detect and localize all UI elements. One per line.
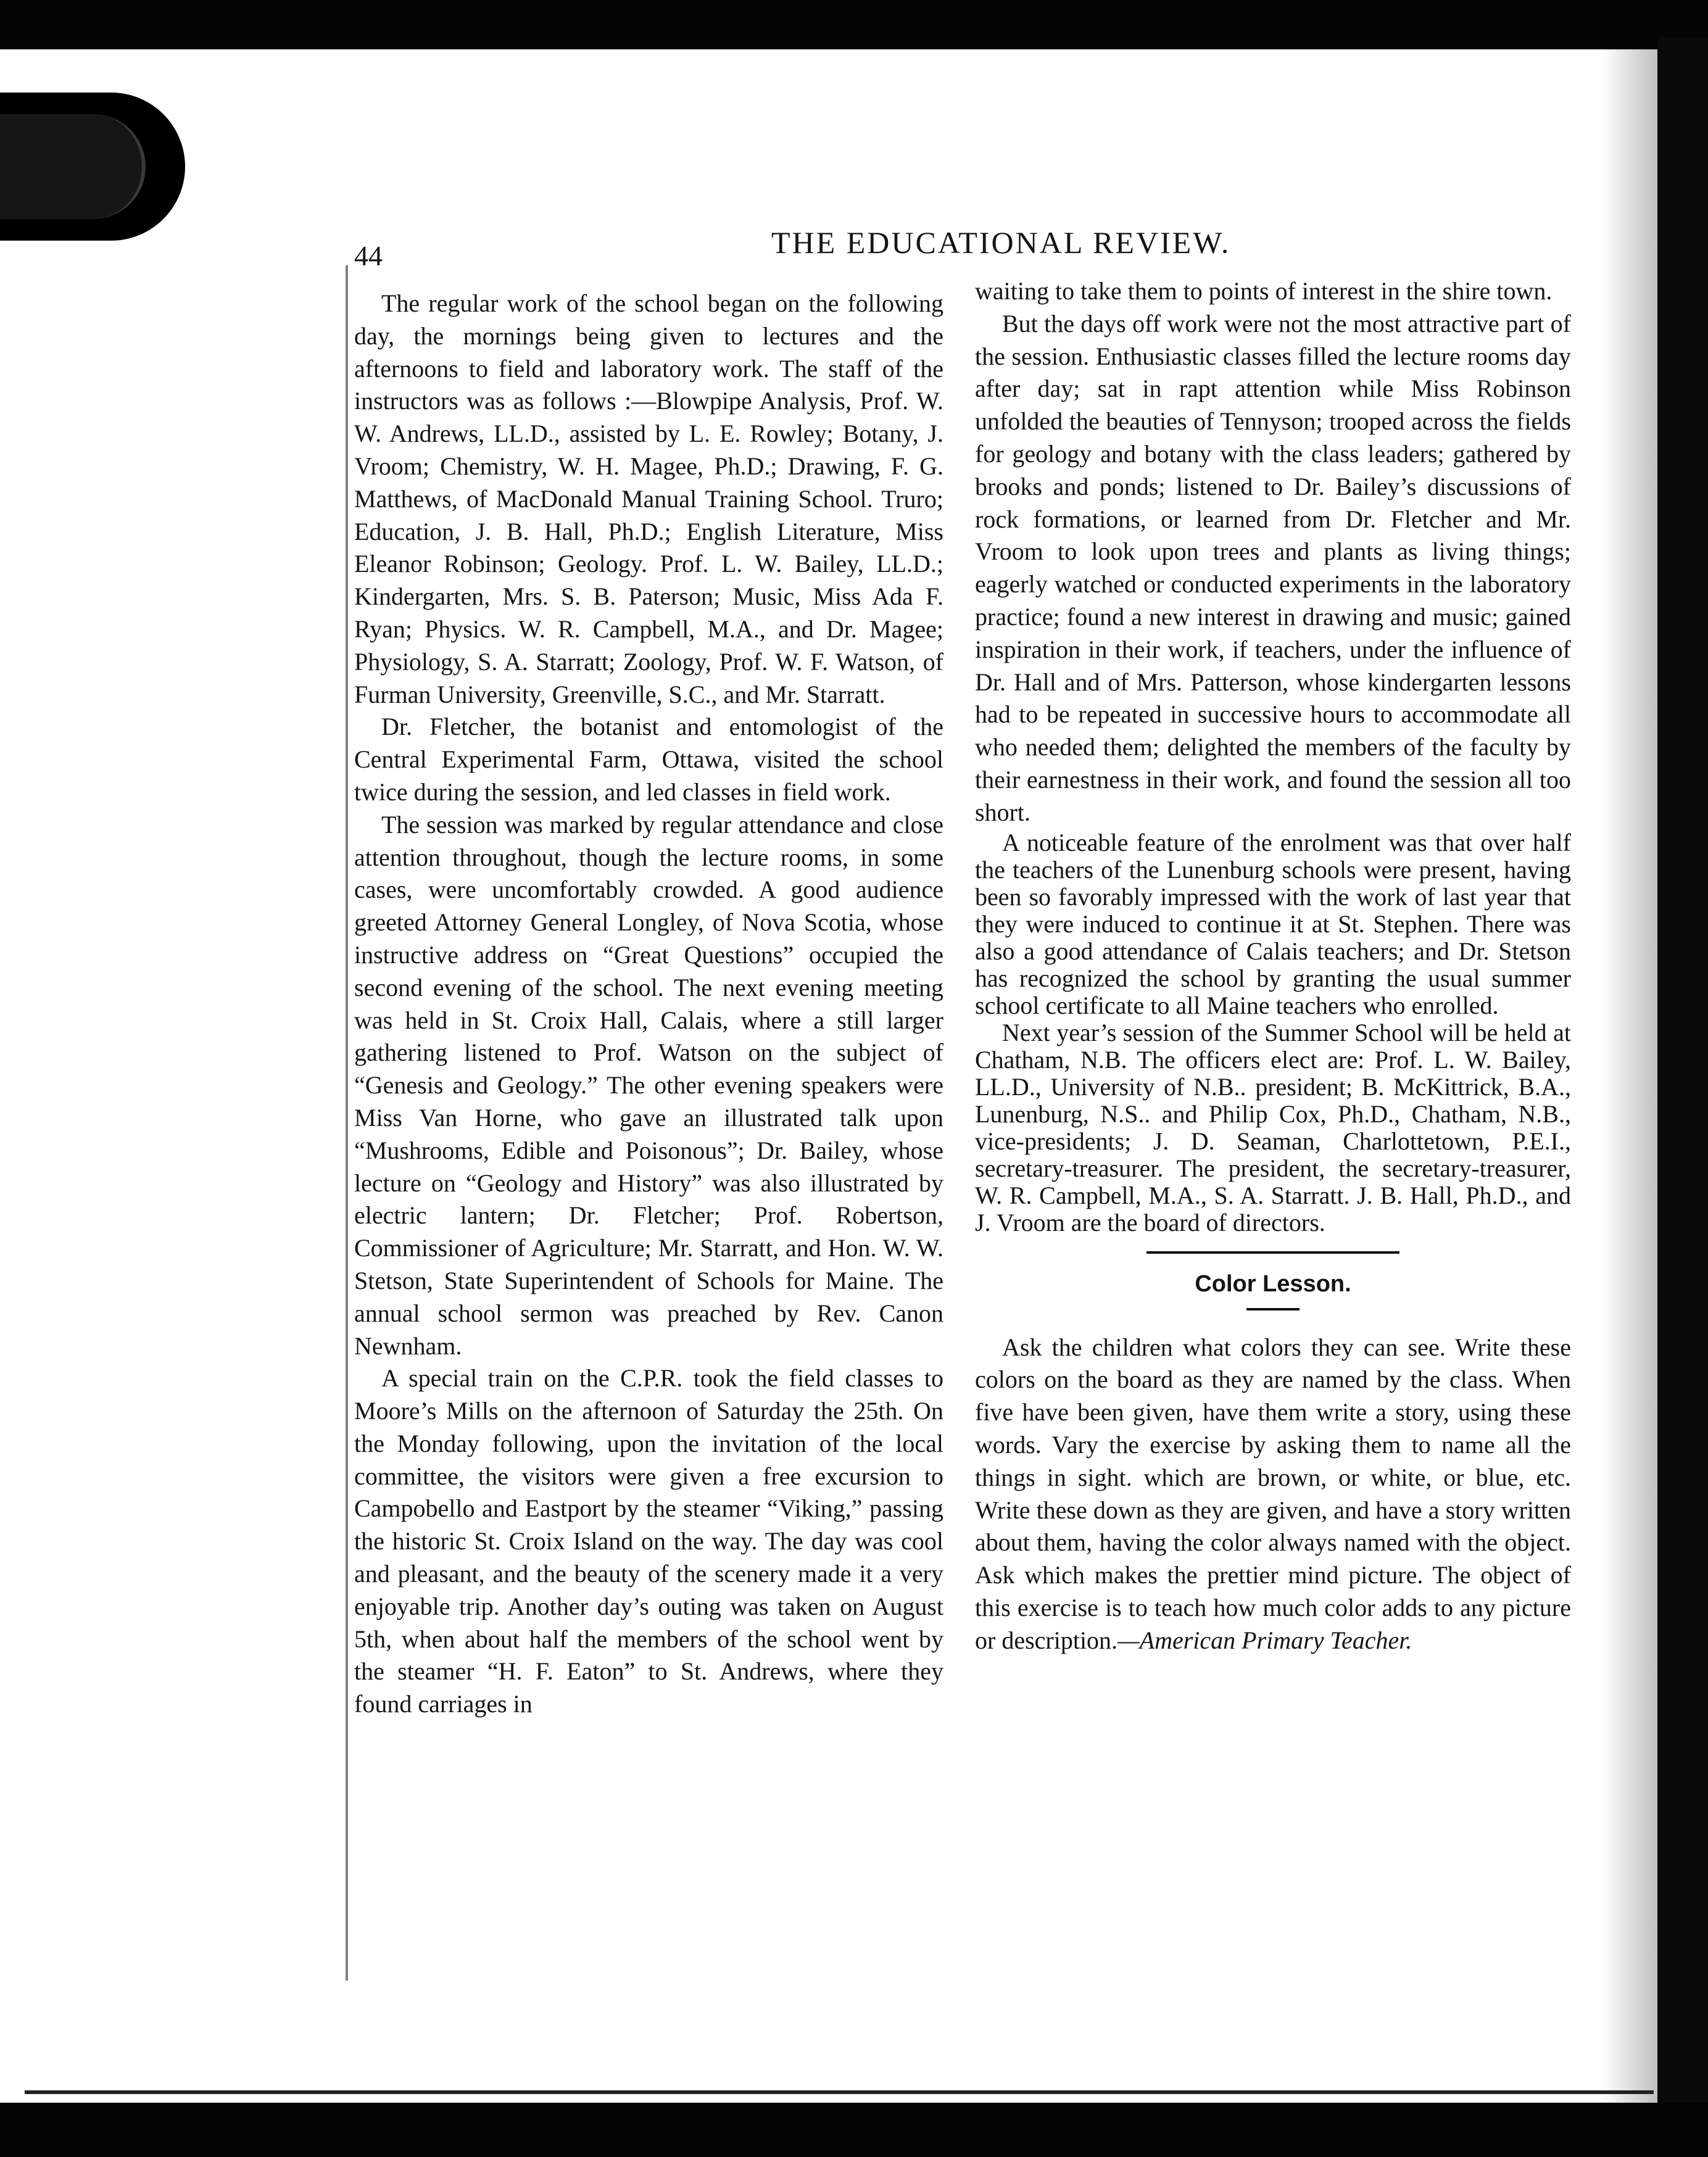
section-title-color-lesson: Color Lesson. [1195,1270,1351,1297]
paragraph-next-session: Next year’s session of the Summer School will be held at Chatham, N.B. The officers elect are: Prof. L. W. Bailey, LL.D., University of N.B.. president; B. McKittrick, B.A., Lunenburg, N.S.. and Philip Cox, Ph.D., Chatham, N.B., vice-presidents; J. D. Seaman, Charlottetown, P.E.I., secretary-treasurer. The president, the secretary-treasurer, W. R. Campbell, M.A., S. A. Starratt. J. B. Hall, Ph.D., and J. Vroom are the board of directors. [975,1018,1571,1236]
paragraph-attendance: The session was marked by regular attendance and close attention throughout, though the lecture rooms, in some cases, were uncomfortably crowded. A good audience greeted Attorney General Longley, of Nova Scotia, whose instructive address on “Great Questions” occupied the second evening of the school. The next evening meeting was held in St. Croix Hall, Calais, where a still larger gathering listened to Prof. Watson on the subject of “Genesis and Geology.” The other evening speakers were Miss Van Horne, who gave an illustrated talk upon “Mushrooms, Edible and Poisonous”; Dr. Bailey, whose lecture on “Geology and History” was also illustrated by electric lantern; Dr. Fletcher; Prof. Robertson, Commissioner of Agriculture; Mr. Starratt, and Hon. W. W. Stetson, State Superintendent of Schools for Maine. The annual school sermon was preached by Rev. Canon Newnham. [354,810,943,1360]
paragraph-continuation: waiting to take them to points of interest in the shire town. [975,277,1553,305]
scan-page-curl-shadow [1602,37,1657,2122]
section-divider-rule [1146,1251,1399,1254]
scan-right-border [1657,37,1708,2122]
page-number: 44 [354,240,383,271]
paragraph-excursions: A special train on the C.P.R. took the field classes to Moore’s Mills on the afternoon of Saturday the 25th. On the Monday following, upon the invitation of the local committee, the visitors were given a free excursion to Campobello and Eastport by the steamer “Viking,” passing the historic St. Croix Island on the way. The day was cool and pleasant, and the beauty of the scenery made it a very enjoyable trip. Another day’s outing was taken on August 5th, when about half the members of the school went by the steamer “H. F. Eaton” to St. Andrews, where they found carriages in [354,1364,943,1718]
left-column [354,288,943,1721]
right-column [975,275,1571,1657]
paragraph-color-lesson [975,1331,1571,1657]
color-lesson-body: Ask the children what colors they can see. Write these colors on the board as they are named by the class. When five have been given, have them write a story, using these words. Vary the exercise by asking them to name all the things in sight. which are brown, or white, or blue, etc. Write these down as they are given, and have a story written about them, having the color always named with the object. Ask which makes the prettier mind picture. The object of this exercise is to teach how much color adds to any picture or description. [975,1333,1571,1654]
paragraph-staff: The regular work of the school began on the following day, the mornings being given to lectures and the afternoons to field and laboratory work. The staff of the instructors was as follows :—Blowpipe Analysis, Prof. W. W. Andrews, LL.D., assisted by L. E. Rowley; Botany, J. Vroom; Chemistry, W. H. Magee, Ph.D.; Drawing, F. G. Matthews, of MacDonald Manual Training School. Truro; Education, J. B. Hall, Ph.D.; English Literature, Miss Eleanor Robinson; Geology. Prof. L. W. Bailey, LL.D.; Kindergarten, Mrs. S. B. Paterson; Music, Miss Ada F. Ryan; Physics. W. R. Campbell, M.A., and Dr. Magee; Physiology, S. A. Starratt; Zoology, Prof. W. F. Watson, of Furman University, Greenville, S.C., and Mr. Starratt. [354,289,943,708]
page-margin-line [346,265,348,1981]
running-title: THE EDUCATIONAL REVIEW. [771,225,1231,260]
scan-bottom-border [0,2103,1708,2157]
binder-clip-shading [0,114,146,219]
paragraph-fletcher: Dr. Fletcher, the botanist and entomologist of the Central Experimental Farm, Ottawa, visited the school twice during the session, and led classes in field work. [354,713,943,806]
section-title-underline [1246,1308,1300,1310]
scan-top-border [0,0,1708,49]
paragraph-session: But the days off work were not the most attractive part of the session. Enthusiastic classes filled the lecture rooms day after day; sat in rapt attention while Miss Robinson unfolded the beauties of Tennyson; trooped across the fields for geology and botany with the class leaders; gathered by brooks and ponds; listened to Dr. Bailey’s discussions of rock formations, or learned from Dr. Fletcher and Mr. Vroom to look upon trees and plants as living things; eagerly watched or conducted experiments in the laboratory practice; found a new interest in drawing and music; gained inspiration in their work, if teachers, under the influence of Dr. Hall and of Mrs. Patterson, whose kindergarten lessons had to be repeated in successive hours to accommodate all who needed them; delighted the members of the faculty by their earnestness in their work, and found the session all too short. [975,309,1571,826]
paragraph-enrolment: A noticeable feature of the enrolment was that over half the teachers of the Lunenburg schools were present, having been so favorably impressed with the work of last year that they were induced to continue it at St. Stephen. There was also a good attendance of Calais teachers; and Dr. Stetson has recognized the school by granting the usual summer school certificate to all Maine teachers who enrolled. [975,828,1571,1019]
color-lesson-source: —American Primary Teacher. [1117,1626,1412,1654]
page-bottom-edge [25,2090,1654,2094]
